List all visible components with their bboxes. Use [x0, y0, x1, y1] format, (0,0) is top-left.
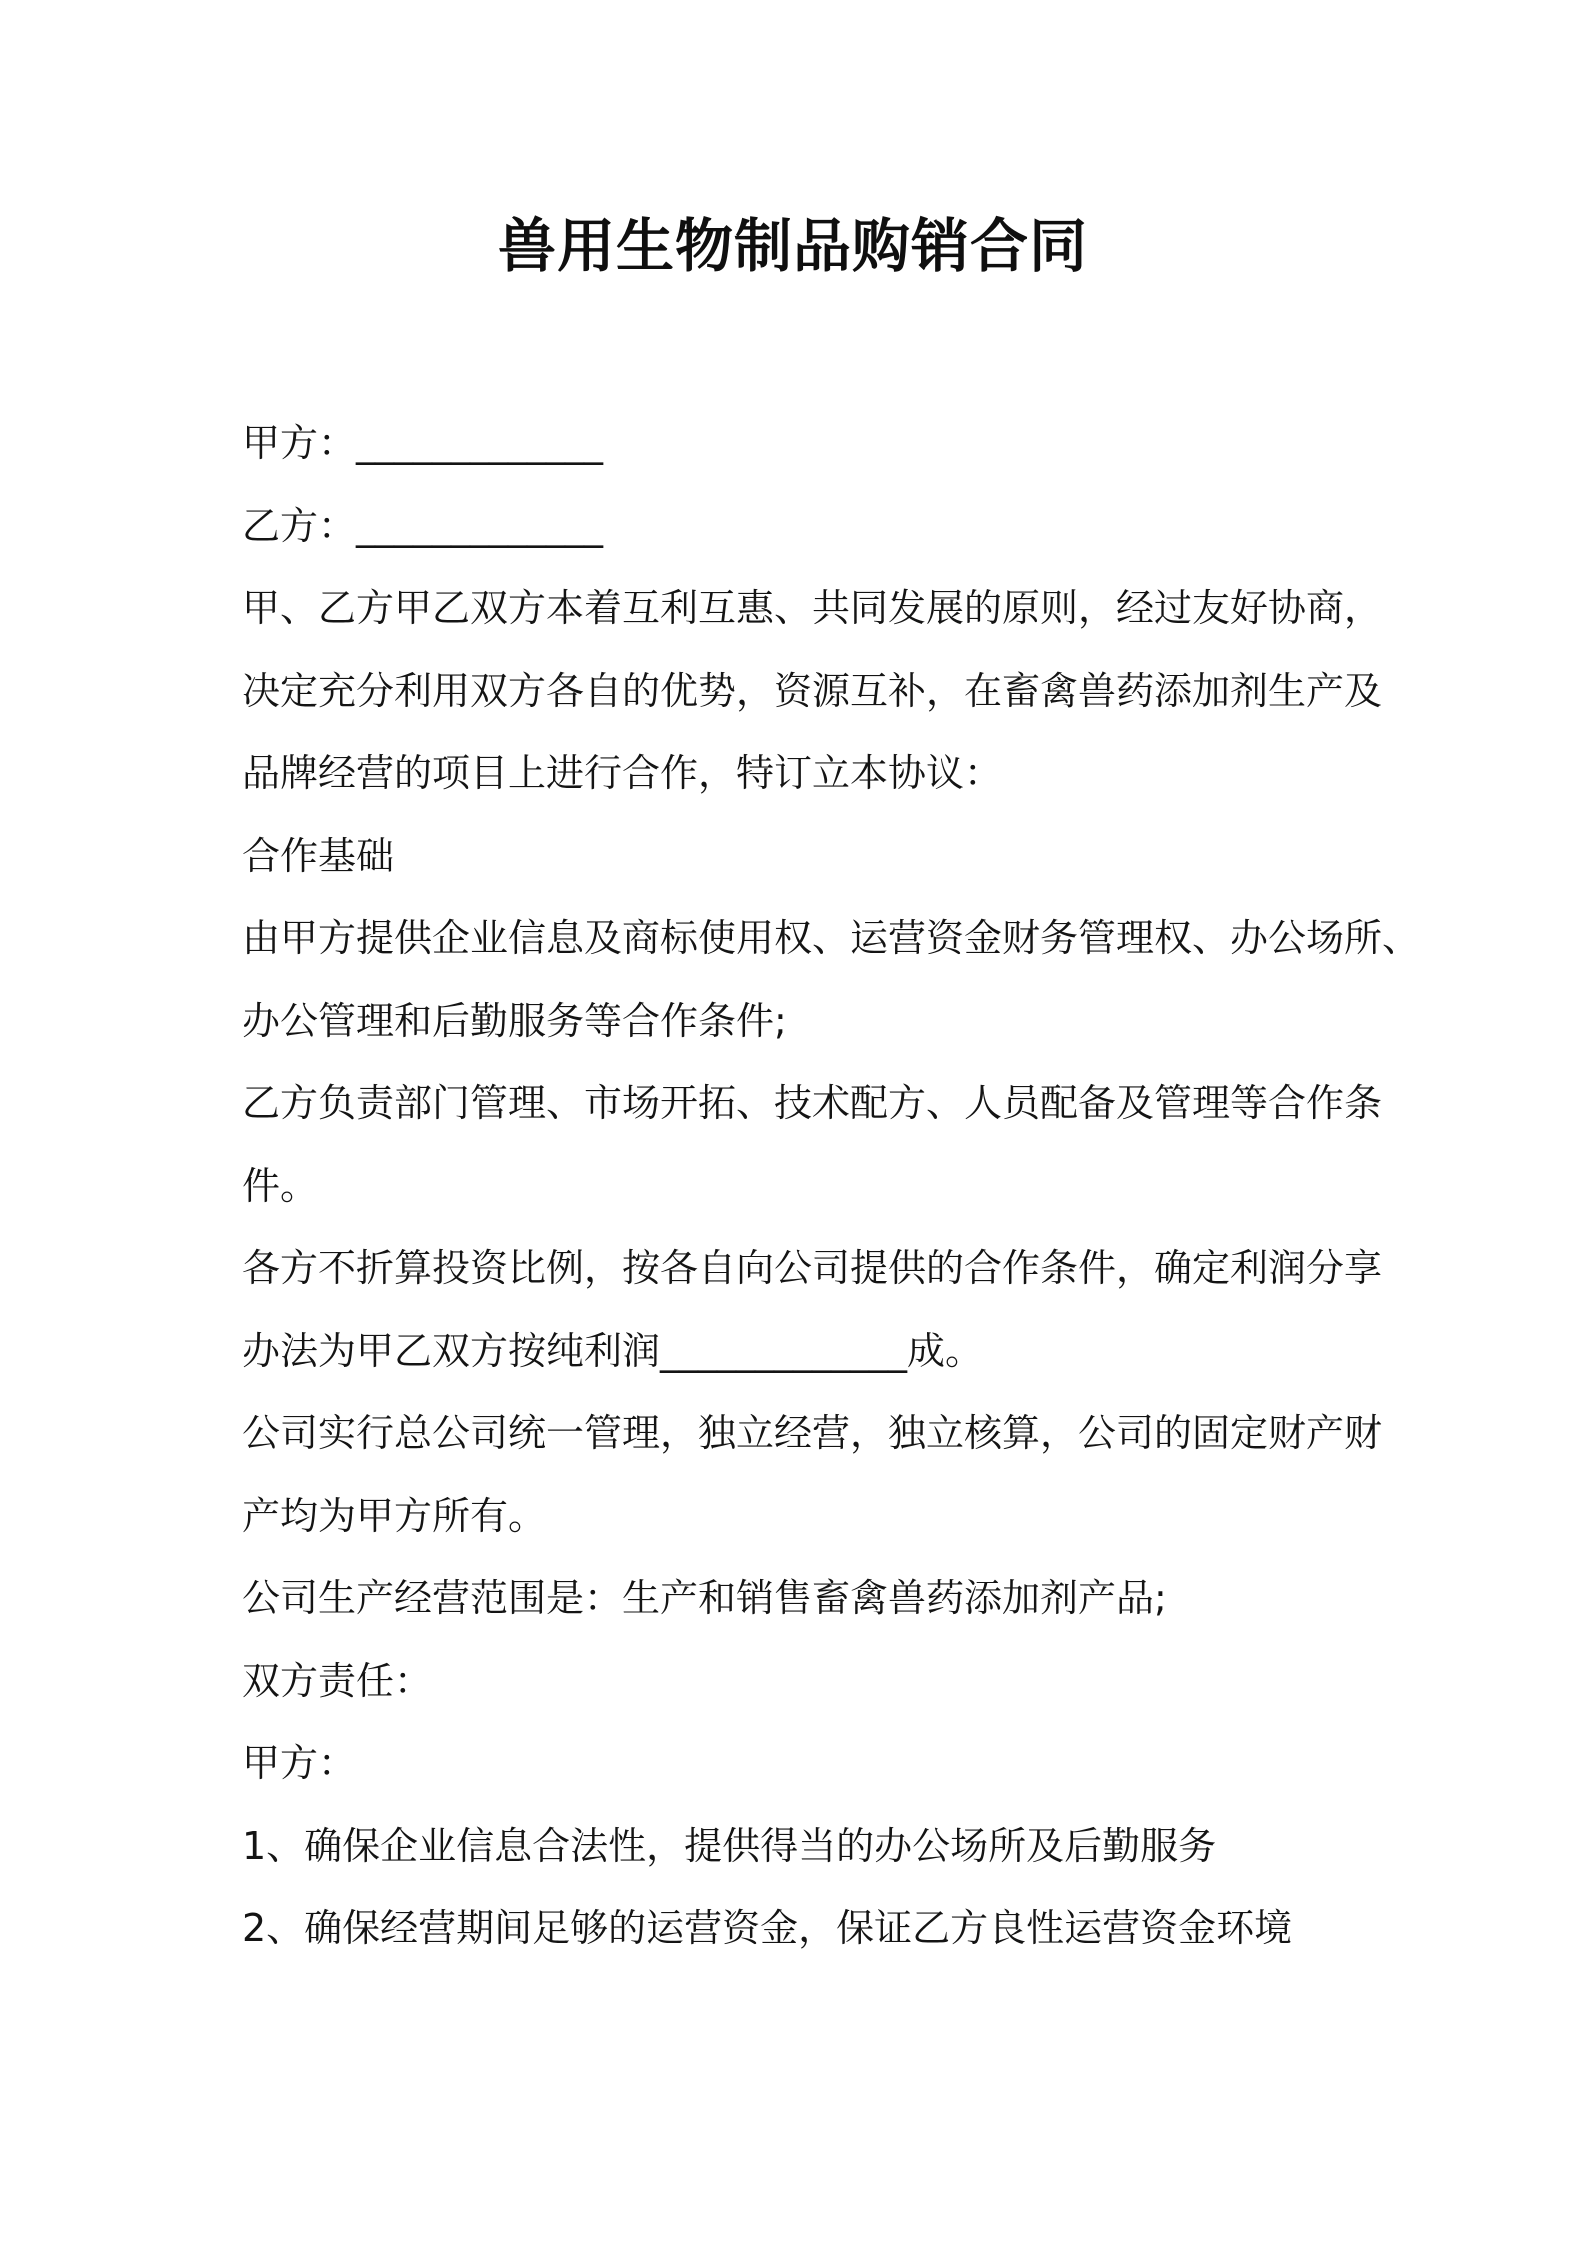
cooperation-b-line-1: 乙方负责部门管理、市场开拓、技术配方、人员配备及管理等合作条	[242, 1081, 1383, 1125]
intro-line-2: 决定充分利用双方各自的优势，资源互补，在畜禽兽药添加剂生产及	[242, 668, 1383, 713]
section-heading-cooperation-basis: 合作基础	[242, 833, 395, 878]
management-line-2: 产均为甲方所有。	[242, 1493, 547, 1538]
document-body	[242, 402, 1421, 1970]
responsibilities-heading: 双方责任：	[242, 1658, 433, 1703]
business-scope-line: 公司生产经营范围是：生产和销售畜禽兽药添加剂产品;	[242, 1576, 1167, 1620]
cooperation-b-line-2: 件。	[242, 1163, 319, 1208]
party-a-duty-2: 2、确保经营期间足够的运营资金，保证乙方良性运营资金环境	[242, 1906, 1293, 1950]
profit-sharing-line-2: 办法为甲乙双方按纯利润_____________成。	[242, 1328, 984, 1373]
intro-line-3: 品牌经营的项目上进行合作，特订立本协议：	[242, 751, 1003, 795]
management-line-1: 公司实行总公司统一管理，独立经营，独立核算，公司的固定财产财	[242, 1411, 1383, 1455]
party-a-duty-1: 1、确保企业信息合法性，提供得当的办公场所及后勤服务	[242, 1823, 1217, 1868]
cooperation-a-line-2: 办公管理和后勤服务等合作条件;	[242, 998, 787, 1043]
party-b-line: 乙方：_____________	[242, 503, 604, 548]
intro-line-1: 甲、乙方甲乙双方本着互利互惠、共同发展的原则，经过友好协商，	[242, 586, 1383, 630]
party-a-heading: 甲方：	[242, 1741, 357, 1785]
document-title: 兽用生物制品购销合同	[497, 212, 1088, 280]
profit-sharing-line-1: 各方不折算投资比例，按各自向公司提供的合作条件，确定利润分享	[242, 1246, 1383, 1290]
party-a-line: 甲方：_____________	[242, 421, 604, 465]
cooperation-a-line-1: 由甲方提供企业信息及商标使用权、运营资金财务管理权、办公场所、	[242, 916, 1421, 960]
